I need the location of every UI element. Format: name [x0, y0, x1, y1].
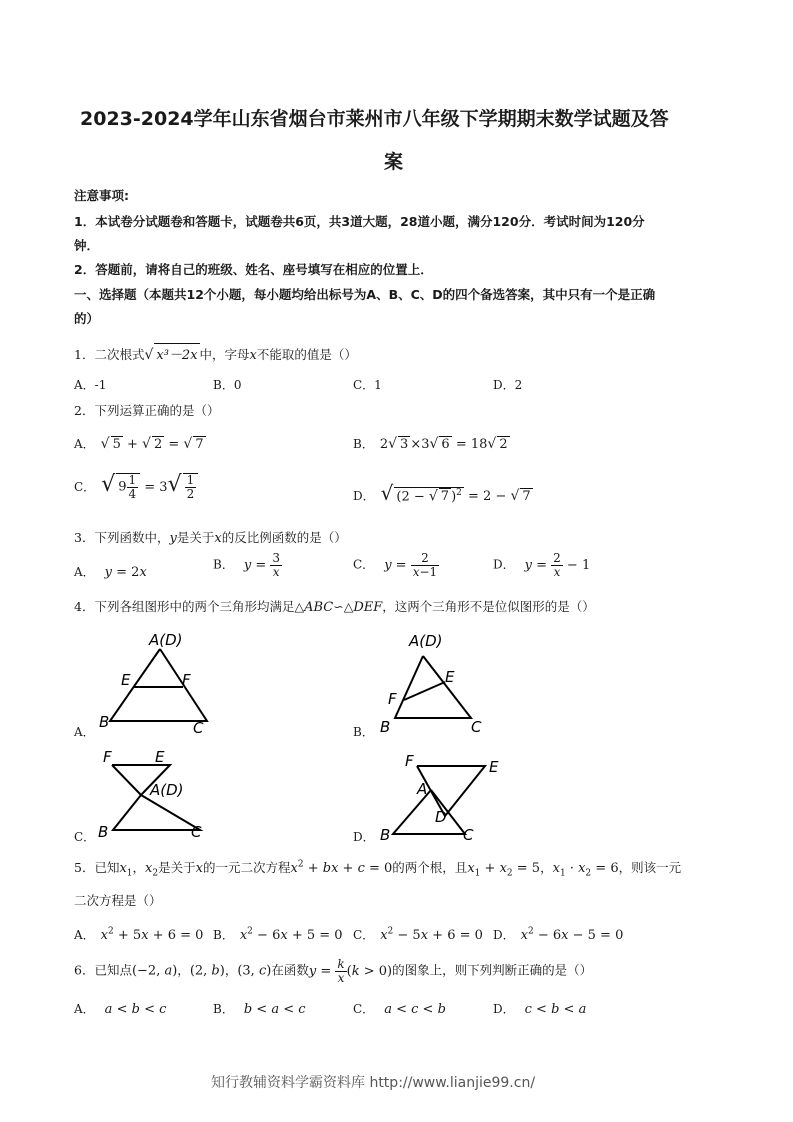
- fig-b-label-e: E: [445, 668, 455, 686]
- question-3-stem: 3．下列函数中，y是关于x的反比例函数的是（）: [74, 530, 347, 546]
- fig-b-label-c: C: [471, 718, 482, 736]
- fig-a-label-a: A(D): [149, 631, 183, 649]
- q4-option-c: C．: [74, 830, 96, 844]
- fig-d-label-b: B: [380, 826, 391, 844]
- q4-figure-c: [95, 745, 225, 850]
- q6-option-c: C． a < c < b: [353, 1002, 446, 1017]
- fig-c-label-b: B: [98, 823, 109, 841]
- fig-c-label-f: F: [103, 748, 112, 766]
- q5-option-a: A． $x^2 + 5x + 6 = 0$: [74, 926, 204, 943]
- notes-item1-cont: 钟．: [74, 238, 100, 253]
- question-5-stem-cont: 二次方程是（）: [74, 893, 162, 908]
- fig-c-label-a: A(D): [150, 781, 184, 799]
- fig-d-label-f: F: [405, 752, 414, 770]
- fig-d-label-e: E: [489, 758, 499, 776]
- fig-a-label-f: F: [182, 671, 191, 689]
- q4-figure-a: [95, 625, 225, 740]
- fig-a-label-b: B: [99, 713, 110, 731]
- fig-c-label-c: C: [191, 823, 202, 841]
- question-1-stem: 1．二次根式√ x³－2x 中，字母x不能取的值是（）: [74, 343, 357, 363]
- question-5-stem: 5．已知$x_1$，$x_2$是关于x的一元二次方程$x^2$ + bx + c = 0的两个根，且$x_1 + x_2 = 5$，$x_1 \cdot x_2 = 6$，则该一元: [74, 859, 682, 879]
- q1-option-a: A．-1: [74, 378, 107, 392]
- notes-item2: 2．答题前，请将自己的班级、姓名、座号填写在相应的位置上．: [74, 262, 433, 277]
- fig-d-label-a: A: [417, 780, 428, 798]
- question-6-stem: 6．已知点(−2, a)，(2, b)，(3, c)在函数y = $\frac{k}{x}$ (k > 0)的图象上，则下列判断正确的是（）: [74, 957, 593, 985]
- fig-b-label-f: F: [388, 690, 397, 708]
- q1-option-d: D．2: [493, 378, 523, 392]
- page-title-line1: 2023-2024学年山东省烟台市莱州市八年级下学期期末数学试题及答: [80, 108, 669, 130]
- question-2-stem: 2．下列运算正确的是（）: [74, 403, 220, 418]
- q4-figure-b: [375, 628, 505, 743]
- q6-option-b: B． b < a < c: [213, 1002, 306, 1017]
- q1-option-b: B．0: [213, 378, 242, 392]
- fig-b-label-a: A(D): [409, 632, 443, 650]
- q1-option-c: C．1: [353, 378, 382, 392]
- q3-option-a: A． y = 2x: [74, 565, 147, 580]
- q5-option-c: C． $x^2 - 5x + 6 = 0$: [353, 926, 483, 943]
- q2-option-a: A． √ 5 + √ 2 = √ 7: [74, 436, 204, 452]
- q2-option-c: C． √ 9 $\frac{1}{4}$ = 3√ $\frac{1}{2}$: [74, 472, 198, 501]
- q3-option-d: D． y = $\frac{2}{x}$ − 1: [493, 551, 591, 579]
- q5-option-d: D． $x^2 - 6x - 5 = 0$: [493, 926, 624, 943]
- notes-item1: 1．本试卷分试题卷和答题卡，试题卷共6页，共3道大题，28道小题，满分120分．考试时间为120分: [74, 214, 645, 229]
- section-heading: 一、选择题（本题共12个小题，每小题均给出标号为A、B、C、D的四个备选答案，其中只有一个是正确: [74, 287, 656, 302]
- fig-a-label-c: C: [193, 719, 204, 737]
- q4-option-b: B．: [353, 725, 374, 739]
- q4-figure-d: [375, 748, 515, 848]
- q6-option-d: D． c < b < a: [493, 1002, 587, 1017]
- question-4-stem: 4．下列各组图形中的两个三角形均满足△ABC∽△DEF，这两个三角形不是位似图形的是（）: [74, 599, 595, 615]
- section-heading-cont: 的）: [74, 311, 100, 326]
- page-title-line2: 案: [384, 151, 404, 173]
- q4-option-d: D．: [353, 830, 375, 844]
- q3-option-b: B． y = $\frac{3}{x}$: [213, 551, 280, 579]
- q6-option-a: A． a < b < c: [74, 1002, 167, 1017]
- fig-b-label-b: B: [380, 718, 391, 736]
- footer-watermark: 知行教辅资料学霸资料库 http://www.lianjie99.cn/: [211, 1075, 536, 1091]
- fig-d-label-d: D: [435, 808, 447, 826]
- notes-heading: 注意事项:: [74, 188, 129, 203]
- q5-option-b: B． $x^2 - 6x + 5 = 0$: [213, 926, 343, 943]
- fig-a-label-e: E: [121, 671, 131, 689]
- fig-c-label-e: E: [155, 748, 165, 766]
- q3-option-c: C． y = $\frac{2}{x-1}$: [353, 551, 438, 579]
- q2-option-b: B． 2√ 3 ×3√ 6 = 18√ 2: [353, 436, 508, 452]
- fig-d-label-c: C: [463, 826, 474, 844]
- q2-option-d: D． √ (2 − √ 7 )$^2$ = 2 − √ 7: [353, 481, 531, 505]
- q4-option-a: A．: [74, 725, 95, 739]
